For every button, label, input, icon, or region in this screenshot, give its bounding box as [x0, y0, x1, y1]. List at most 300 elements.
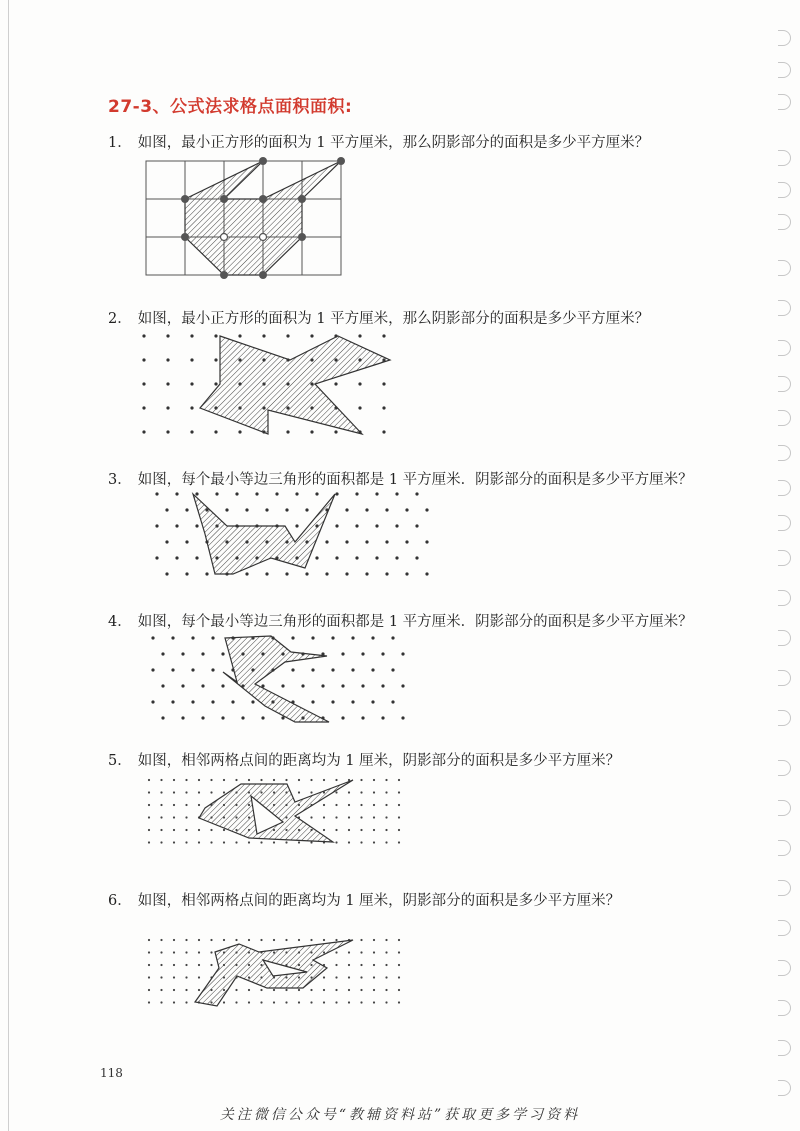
lattice-dot — [238, 334, 241, 337]
binder-ring — [778, 376, 791, 392]
question-text: 如图，每个最小等边三角形的面积都是 1 平方厘米．阴影部分的面积是多少平方厘米？ — [137, 614, 693, 630]
figure-2-dot-lattice — [140, 332, 410, 444]
lattice-dot — [335, 1001, 337, 1003]
lattice-dot — [385, 804, 387, 806]
lattice-dot — [260, 1001, 262, 1003]
lattice-dot — [391, 636, 394, 639]
question-number: 1． — [108, 135, 132, 151]
lattice-dot — [191, 636, 194, 639]
lattice-dot — [360, 841, 362, 843]
lattice-dot — [335, 492, 338, 495]
lattice-dot — [151, 700, 154, 703]
lattice-dot — [335, 964, 337, 966]
lattice-dot — [251, 700, 254, 703]
lattice-dot — [310, 841, 312, 843]
binder-ring — [778, 260, 791, 276]
lattice-dot — [191, 668, 194, 671]
lattice-dot — [355, 492, 358, 495]
lattice-dot — [185, 829, 187, 831]
lattice-dot — [398, 989, 400, 991]
lattice-dot — [173, 779, 175, 781]
question-number: 3． — [108, 472, 132, 488]
lattice-dot — [185, 816, 187, 818]
page-edge-line — [8, 0, 9, 1131]
lattice-dot — [348, 841, 350, 843]
lattice-dot — [311, 636, 314, 639]
lattice-dot — [198, 976, 200, 978]
lattice-dot — [348, 791, 350, 793]
lattice-dot — [382, 430, 385, 433]
lattice-dot — [181, 652, 184, 655]
lattice-dot — [391, 668, 394, 671]
lattice-dot — [348, 829, 350, 831]
lattice-dot — [360, 989, 362, 991]
question-5 — [108, 749, 620, 770]
lattice-dot — [323, 976, 325, 978]
lattice-dot — [148, 791, 150, 793]
lattice-dot — [425, 540, 428, 543]
binder-ring — [778, 30, 791, 46]
lattice-dot — [401, 716, 404, 719]
lattice-dot — [348, 816, 350, 818]
lattice-dot — [214, 382, 217, 385]
lattice-dot — [211, 636, 214, 639]
lattice-dot — [373, 939, 375, 941]
lattice-dot — [185, 951, 187, 953]
lattice-dot — [360, 964, 362, 966]
lattice-dot — [310, 334, 313, 337]
lattice-dot — [335, 524, 338, 527]
lattice-dot — [365, 572, 368, 575]
lattice-dot — [298, 841, 300, 843]
lattice-dot — [341, 684, 344, 687]
lattice-dot — [323, 939, 325, 941]
lattice-dot — [260, 989, 262, 991]
lattice-dot — [345, 572, 348, 575]
lattice-dot — [323, 804, 325, 806]
lattice-dot — [375, 524, 378, 527]
lattice-dot — [291, 636, 294, 639]
lattice-dot — [365, 508, 368, 511]
lattice-dot — [185, 791, 187, 793]
lattice-dot — [185, 976, 187, 978]
binder-ring — [778, 214, 791, 230]
lattice-dot — [201, 716, 204, 719]
lattice-dot — [341, 652, 344, 655]
lattice-dot — [331, 636, 334, 639]
lattice-dot — [166, 406, 169, 409]
binder-ring — [778, 880, 791, 896]
lattice-dot — [298, 779, 300, 781]
lattice-dot — [348, 951, 350, 953]
lattice-dot — [385, 951, 387, 953]
question-1 — [108, 131, 649, 152]
lattice-dot — [415, 524, 418, 527]
lattice-dot — [323, 779, 325, 781]
lattice-dot — [335, 791, 337, 793]
lattice-dot — [335, 841, 337, 843]
lattice-dot — [160, 829, 162, 831]
lattice-dot — [161, 652, 164, 655]
binder-ring — [778, 340, 791, 356]
lattice-dot — [235, 492, 238, 495]
lattice-dot — [171, 668, 174, 671]
lattice-dot — [398, 829, 400, 831]
lattice-dot — [381, 684, 384, 687]
lattice-dot — [401, 684, 404, 687]
lattice-dot — [385, 791, 387, 793]
lattice-dot — [398, 964, 400, 966]
lattice-dot — [223, 779, 225, 781]
lattice-dot — [335, 829, 337, 831]
question-text: 如图，相邻两格点间的距离均为 1 厘米，阴影部分的面积是多少平方厘米？ — [137, 893, 621, 909]
lattice-dot — [310, 816, 312, 818]
lattice-dot — [173, 951, 175, 953]
figure-3-triangle-lattice — [145, 490, 435, 582]
lattice-dot — [291, 668, 294, 671]
lattice-dot — [155, 492, 158, 495]
lattice-dot — [298, 989, 300, 991]
lattice-dot — [295, 524, 298, 527]
lattice-dot — [310, 939, 312, 941]
lattice-dot — [223, 829, 225, 831]
lattice-dot — [201, 652, 204, 655]
lattice-dot — [395, 524, 398, 527]
lattice-dot — [185, 964, 187, 966]
lattice-dot — [160, 964, 162, 966]
binder-ring — [778, 670, 791, 686]
lattice-dot — [373, 976, 375, 978]
question-4 — [108, 610, 693, 631]
lattice-dot — [285, 939, 287, 941]
lattice-dot — [305, 572, 308, 575]
lattice-dot — [325, 572, 328, 575]
question-text: 如图，最小正方形的面积为 1 平方厘米，那么阴影部分的面积是多少平方厘米？ — [137, 135, 650, 151]
lattice-dot — [281, 684, 284, 687]
lattice-dot — [181, 716, 184, 719]
lattice-dot — [360, 939, 362, 941]
lattice-dot — [165, 572, 168, 575]
lattice-dot — [385, 829, 387, 831]
lattice-dot — [173, 841, 175, 843]
lattice-dot — [148, 1001, 150, 1003]
lattice-dot — [361, 652, 364, 655]
binder-ring — [778, 94, 791, 110]
lattice-dot — [171, 700, 174, 703]
figure-4-triangle-lattice — [145, 632, 415, 726]
lattice-dot — [273, 989, 275, 991]
lattice-dot — [210, 829, 212, 831]
lattice-dot — [334, 382, 337, 385]
lattice-dot — [373, 804, 375, 806]
lattice-dot — [142, 406, 145, 409]
lattice-dot — [298, 1001, 300, 1003]
lattice-dot — [211, 668, 214, 671]
lattice-dot — [375, 492, 378, 495]
lattice-dot — [210, 964, 212, 966]
lattice-dot — [241, 716, 244, 719]
lattice-dot — [375, 556, 378, 559]
lattice-dot — [305, 508, 308, 511]
lattice-dot — [385, 508, 388, 511]
lattice-dot — [348, 964, 350, 966]
lattice-dot — [221, 652, 224, 655]
lattice-dot — [273, 1001, 275, 1003]
lattice-dot — [331, 668, 334, 671]
lattice-dot — [373, 829, 375, 831]
lattice-dot — [221, 684, 224, 687]
lattice-dot — [371, 636, 374, 639]
lattice-dot — [285, 572, 288, 575]
binder-ring — [778, 1040, 791, 1056]
lattice-dot — [210, 939, 212, 941]
lattice-dot — [371, 700, 374, 703]
lattice-dot — [185, 841, 187, 843]
lattice-dot — [358, 382, 361, 385]
lattice-dot — [398, 791, 400, 793]
lattice-dot — [360, 976, 362, 978]
lattice-dot — [301, 684, 304, 687]
question-6 — [108, 889, 620, 910]
lattice-dot — [355, 556, 358, 559]
lattice-dot — [265, 572, 268, 575]
lattice-dot — [160, 779, 162, 781]
lattice-dot — [235, 989, 237, 991]
lattice-dot — [260, 779, 262, 781]
lattice-dot — [345, 508, 348, 511]
lattice-dot — [214, 358, 217, 361]
lattice-dot — [398, 779, 400, 781]
lattice-dot — [323, 816, 325, 818]
figure-6-dot-lattice — [145, 936, 405, 1012]
lattice-dot — [385, 964, 387, 966]
lattice-dot — [160, 816, 162, 818]
lattice-dot — [214, 334, 217, 337]
lattice-dot — [166, 334, 169, 337]
lattice-dot — [223, 791, 225, 793]
question-2 — [108, 307, 649, 328]
lattice-dot — [185, 508, 188, 511]
binder-ring — [778, 480, 791, 496]
binder-ring — [778, 1080, 791, 1096]
question-number: 2． — [108, 311, 132, 327]
binder-ring — [778, 590, 791, 606]
lattice-dot — [373, 816, 375, 818]
lattice-dot — [160, 951, 162, 953]
lattice-dot — [223, 1001, 225, 1003]
lattice-dot — [211, 700, 214, 703]
lattice-dot — [235, 1001, 237, 1003]
lattice-dot — [161, 684, 164, 687]
lattice-dot — [198, 841, 200, 843]
lattice-dot — [398, 804, 400, 806]
lattice-dot — [334, 430, 337, 433]
lattice-dot — [248, 779, 250, 781]
lattice-dot — [335, 976, 337, 978]
lattice-dot — [415, 556, 418, 559]
lattice-dot — [190, 406, 193, 409]
lattice-dot — [198, 964, 200, 966]
lattice-dot — [285, 508, 288, 511]
lattice-dot — [348, 976, 350, 978]
lattice-dot — [311, 668, 314, 671]
lattice-dot — [223, 939, 225, 941]
lattice-dot — [210, 791, 212, 793]
lattice-dot — [351, 636, 354, 639]
lattice-dot — [231, 700, 234, 703]
lattice-dot — [175, 556, 178, 559]
question-text: 如图，最小正方形的面积为 1 平方厘米，那么阴影部分的面积是多少平方厘米？ — [137, 311, 650, 327]
lattice-dot — [345, 540, 348, 543]
lattice-dot — [148, 779, 150, 781]
lattice-dot — [148, 976, 150, 978]
lattice-dot — [361, 684, 364, 687]
lattice-dot — [173, 791, 175, 793]
lattice-dot — [198, 989, 200, 991]
lattice-dot — [298, 939, 300, 941]
lattice-dot — [286, 430, 289, 433]
lattice-dot — [148, 964, 150, 966]
lattice-dot — [355, 524, 358, 527]
lattice-dot — [323, 829, 325, 831]
lattice-dot — [235, 779, 237, 781]
lattice-dot — [260, 939, 262, 941]
lattice-dot — [373, 964, 375, 966]
lattice-dot — [198, 779, 200, 781]
lattice-dot — [190, 334, 193, 337]
lattice-dot — [151, 636, 154, 639]
lattice-dot — [335, 804, 337, 806]
lattice-dot — [195, 524, 198, 527]
lattice-dot — [425, 508, 428, 511]
lattice-dot — [160, 791, 162, 793]
lattice-dot — [245, 572, 248, 575]
binder-ring — [778, 710, 791, 726]
lattice-dot — [173, 816, 175, 818]
lattice-dot — [385, 989, 387, 991]
lattice-dot — [185, 1001, 187, 1003]
lattice-dot — [215, 492, 218, 495]
lattice-dot — [285, 779, 287, 781]
lattice-dot — [198, 791, 200, 793]
binder-ring — [778, 182, 791, 198]
lattice-dot — [160, 804, 162, 806]
lattice-dot — [173, 939, 175, 941]
lattice-dot — [425, 572, 428, 575]
question-number: 5． — [108, 753, 132, 769]
lattice-dot — [360, 1001, 362, 1003]
binder-ring — [778, 150, 791, 166]
question-number: 4． — [108, 614, 132, 630]
lattice-dot — [285, 1001, 287, 1003]
binder-ring — [778, 630, 791, 646]
lattice-dot — [385, 841, 387, 843]
lattice-dot — [385, 1001, 387, 1003]
lattice-dot — [142, 358, 145, 361]
lattice-dot — [365, 540, 368, 543]
lattice-dot — [395, 492, 398, 495]
lattice-dot — [181, 684, 184, 687]
lattice-dot — [185, 939, 187, 941]
lattice-dot — [360, 816, 362, 818]
lattice-dot — [261, 716, 264, 719]
lattice-dot — [323, 1001, 325, 1003]
lattice-dot — [371, 668, 374, 671]
lattice-dot — [142, 430, 145, 433]
lattice-dot — [373, 1001, 375, 1003]
lattice-dot — [361, 716, 364, 719]
lattice-dot — [275, 492, 278, 495]
lattice-dot — [265, 508, 268, 511]
lattice-dot — [401, 652, 404, 655]
lattice-dot — [185, 779, 187, 781]
lattice-dot — [148, 816, 150, 818]
lattice-dot — [310, 430, 313, 433]
lattice-dot — [185, 989, 187, 991]
lattice-dot — [405, 572, 408, 575]
lattice-dot — [160, 1001, 162, 1003]
lattice-dot — [360, 951, 362, 953]
lattice-dot — [335, 816, 337, 818]
lattice-dot — [235, 841, 237, 843]
lattice-dot — [341, 716, 344, 719]
lattice-dot — [398, 816, 400, 818]
lattice-dot — [166, 430, 169, 433]
lattice-dot — [325, 540, 328, 543]
question-text: 如图，每个最小等边三角形的面积都是 1 平方厘米．阴影部分的面积是多少平方厘米？ — [137, 472, 693, 488]
lattice-dot — [185, 804, 187, 806]
lattice-dot — [223, 841, 225, 843]
lattice-dot — [173, 1001, 175, 1003]
lattice-dot — [248, 1001, 250, 1003]
binder-ring — [778, 960, 791, 976]
lattice-dot — [198, 951, 200, 953]
lattice-dot — [398, 939, 400, 941]
lattice-dot — [155, 556, 158, 559]
lattice-dot — [173, 989, 175, 991]
lattice-dot — [348, 1001, 350, 1003]
lattice-dot — [260, 841, 262, 843]
lattice-dot — [360, 791, 362, 793]
lattice-dot — [142, 382, 145, 385]
lattice-dot — [185, 572, 188, 575]
lattice-dot — [205, 572, 208, 575]
lattice-dot — [351, 668, 354, 671]
lattice-dot — [173, 964, 175, 966]
lattice-dot — [358, 334, 361, 337]
lattice-dot — [148, 939, 150, 941]
lattice-dot — [248, 989, 250, 991]
lattice-dot — [198, 829, 200, 831]
lattice-dot — [310, 779, 312, 781]
lattice-dot — [315, 556, 318, 559]
lattice-dot — [238, 430, 241, 433]
lattice-dot — [335, 951, 337, 953]
lattice-dot — [248, 841, 250, 843]
lattice-dot — [210, 951, 212, 953]
lattice-dot — [385, 976, 387, 978]
question-number: 6． — [108, 893, 132, 909]
lattice-dot — [165, 508, 168, 511]
lattice-dot — [166, 358, 169, 361]
lattice-dot — [281, 716, 284, 719]
lattice-dot — [273, 841, 275, 843]
lattice-dot — [214, 430, 217, 433]
lattice-dot — [373, 989, 375, 991]
lattice-dot — [373, 951, 375, 953]
lattice-dot — [210, 841, 212, 843]
lattice-dot — [381, 716, 384, 719]
